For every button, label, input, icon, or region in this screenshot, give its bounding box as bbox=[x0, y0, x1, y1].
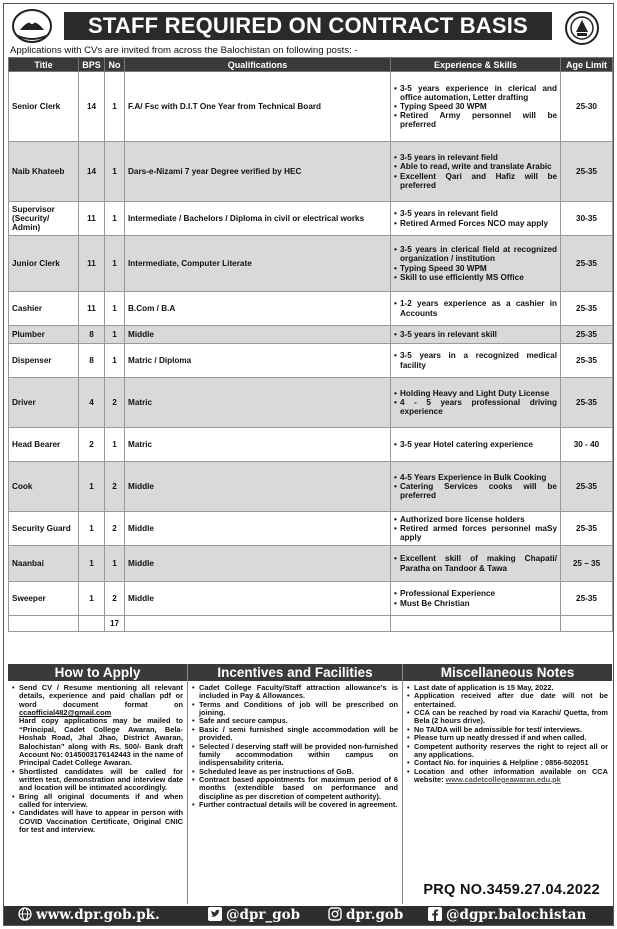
skills-cell bbox=[391, 292, 561, 326]
empty-cell bbox=[79, 616, 105, 632]
skill-item: • 3-5 years experience in clerical and office automation, Letter drafting bbox=[394, 84, 557, 102]
no-cell: 1 bbox=[105, 236, 125, 292]
skill-item: • 4-5 Years Experience in Bulk Cooking bbox=[394, 473, 557, 482]
header-bps: BPS bbox=[79, 58, 105, 72]
age-limit-cell: 25-35 bbox=[561, 326, 613, 344]
bps-cell: 1 bbox=[79, 546, 105, 582]
bps-cell: 1 bbox=[79, 582, 105, 616]
bps-cell: 11 bbox=[79, 292, 105, 326]
bps-cell: 11 bbox=[79, 236, 105, 292]
age-limit-cell: 25-30 bbox=[561, 72, 613, 142]
table-row bbox=[9, 202, 613, 236]
apply-item: • Shortlisted candidates will be called for written test, demonstration and interview date and location will be intimated accordingly. bbox=[12, 768, 183, 793]
job-title-cell: Driver bbox=[9, 378, 79, 428]
bps-cell: 14 bbox=[79, 142, 105, 202]
footer-bar bbox=[4, 906, 613, 925]
header-qualifications: Qualifications bbox=[125, 58, 391, 72]
age-limit-cell: 25-35 bbox=[561, 344, 613, 378]
qualification-cell: Matric bbox=[125, 428, 391, 462]
qualification-cell: Middle bbox=[125, 326, 391, 344]
job-title-cell: Cashier bbox=[9, 292, 79, 326]
skill-item: • Retired Armed Forces NCO may apply bbox=[394, 219, 557, 228]
job-title-cell: Naanbai bbox=[9, 546, 79, 582]
skill-item: • 3-5 years in relevant field bbox=[394, 209, 557, 218]
incentives-heading: Incentives and Facilities bbox=[188, 664, 402, 681]
incentive-item: • Contract based appointments for maximum period of 6 months (extendible based on performance and discipline as per discretion of competent authority). bbox=[192, 776, 398, 801]
skill-item: • Holding Heavy and Light Duty License bbox=[394, 389, 557, 398]
footer-facebook[interactable]: @dgpr.balochistan bbox=[428, 906, 586, 925]
globe-icon bbox=[18, 907, 32, 921]
misc-item: • Competent authority reserves the right to reject all or any applications. bbox=[407, 743, 608, 760]
skills-cell bbox=[391, 378, 561, 428]
no-cell: 2 bbox=[105, 512, 125, 546]
incentive-item: • Cadet College Faculty/Staff attraction allowance’s is included in Pay & Allowances. bbox=[192, 684, 398, 701]
no-cell: 1 bbox=[105, 326, 125, 344]
skill-item: • Catering Services cooks will be preferred bbox=[394, 482, 557, 500]
skills-cell bbox=[391, 72, 561, 142]
age-limit-cell: 25 – 35 bbox=[561, 546, 613, 582]
incentive-item: • Terms and Conditions of job will be prescribed on joining. bbox=[192, 701, 398, 718]
empty-cell bbox=[561, 616, 613, 632]
website-link[interactable]: www.cadetcollegeawaran.edu.pk bbox=[445, 774, 561, 784]
qualification-cell: Matric / Diploma bbox=[125, 344, 391, 378]
table-row bbox=[9, 378, 613, 428]
advertisement-page bbox=[3, 3, 614, 926]
qualification-cell: Intermediate, Computer Literate bbox=[125, 236, 391, 292]
qualification-cell: Middle bbox=[125, 546, 391, 582]
no-cell: 1 bbox=[105, 142, 125, 202]
misc-column bbox=[403, 664, 612, 904]
skills-cell bbox=[391, 512, 561, 546]
how-to-apply-column bbox=[8, 664, 188, 904]
no-cell: 1 bbox=[105, 292, 125, 326]
government-emblem-icon bbox=[10, 8, 54, 44]
facebook-icon bbox=[428, 907, 442, 921]
table-row bbox=[9, 142, 613, 202]
email-link[interactable]: ccaofficial482@gmail.com bbox=[19, 708, 112, 718]
table-row bbox=[9, 236, 613, 292]
skill-item: • Professional Experience bbox=[394, 589, 557, 598]
footer-twitter[interactable]: @dpr_gob bbox=[208, 906, 300, 925]
empty-cell bbox=[9, 616, 79, 632]
skill-item: • 3-5 years in a recognized medical facility bbox=[394, 351, 557, 369]
no-cell: 1 bbox=[105, 202, 125, 236]
age-limit-cell: 25-35 bbox=[561, 142, 613, 202]
job-title-cell: Naib Khateeb bbox=[9, 142, 79, 202]
table-row bbox=[9, 512, 613, 546]
job-title-cell: Plumber bbox=[9, 326, 79, 344]
skill-item: • 4 - 5 years professional driving experience bbox=[394, 398, 557, 416]
bps-cell: 4 bbox=[79, 378, 105, 428]
qualification-cell: F.A/ Fsc with D.I.T One Year from Technical Board bbox=[125, 72, 391, 142]
header-no: No bbox=[105, 58, 125, 72]
empty-cell bbox=[391, 616, 561, 632]
footer-website[interactable]: www.dpr.gob.pk. bbox=[18, 906, 160, 925]
skill-item: • Typing Speed 30 WPM bbox=[394, 264, 557, 273]
skill-item: • Typing Speed 30 WPM bbox=[394, 102, 557, 111]
skill-item: • Authorized bore license holders bbox=[394, 515, 557, 524]
skill-item: • Must Be Christian bbox=[394, 599, 557, 608]
skill-item: • Retired Army personnel will be preferred bbox=[394, 111, 557, 129]
skill-item: • Excellent skill of making Chapati/ Paratha on Tandoor & Tawa bbox=[394, 554, 557, 572]
skill-item: • Excellent Qari and Hafiz will be preferred bbox=[394, 172, 557, 190]
skills-cell bbox=[391, 546, 561, 582]
table-row bbox=[9, 428, 613, 462]
no-cell: 1 bbox=[105, 428, 125, 462]
job-title-cell: Supervisor (Security/ Admin) bbox=[9, 202, 79, 236]
qualification-cell: Middle bbox=[125, 512, 391, 546]
apply-item: • Candidates will have to appear in person with COVID Vaccination Certificate, Original CNIC for test and interview. bbox=[12, 809, 183, 834]
misc-item: • Application received after due date will not be entertained. bbox=[407, 692, 608, 709]
skills-cell bbox=[391, 344, 561, 378]
incentive-item: • Scheduled leave as per instructions of GoB. bbox=[192, 768, 398, 776]
how-to-apply-heading: How to Apply bbox=[8, 664, 187, 681]
age-limit-cell: 25-35 bbox=[561, 462, 613, 512]
job-title-cell: Head Bearer bbox=[9, 428, 79, 462]
misc-item: • Last date of application is 15 May, 2022. bbox=[407, 684, 608, 692]
no-cell: 1 bbox=[105, 546, 125, 582]
bps-cell: 8 bbox=[79, 326, 105, 344]
bps-cell: 1 bbox=[79, 512, 105, 546]
no-cell: 2 bbox=[105, 378, 125, 428]
age-limit-cell: 25-35 bbox=[561, 512, 613, 546]
qualification-cell: Matric bbox=[125, 378, 391, 428]
skill-item: • 3-5 years in relevant skill bbox=[394, 330, 557, 339]
age-limit-cell: 25-35 bbox=[561, 582, 613, 616]
bps-cell: 11 bbox=[79, 202, 105, 236]
incentive-item: • Selected / deserving staff will be provided non-furnished family accommodation within campus on indispensability criteria. bbox=[192, 743, 398, 768]
skills-cell bbox=[391, 428, 561, 462]
table-row bbox=[9, 326, 613, 344]
age-limit-cell: 25-35 bbox=[561, 236, 613, 292]
skills-cell bbox=[391, 142, 561, 202]
misc-item: • CCA can be reached by road via Karachi/ Quetta, from Bela (2 hours drive). bbox=[407, 709, 608, 726]
skills-cell bbox=[391, 236, 561, 292]
qualification-cell: Middle bbox=[125, 462, 391, 512]
table-row bbox=[9, 292, 613, 326]
misc-item: • Contact No. for inquiries & Helpline : 0856-502051 bbox=[407, 759, 608, 767]
prq-number: PRQ NO.3459.27.04.2022 bbox=[423, 882, 600, 898]
skill-item: • Able to read, write and translate Arabic bbox=[394, 162, 557, 171]
skill-item: • 3-5 year Hotel catering experience bbox=[394, 440, 557, 449]
header-age-limit: Age Limit bbox=[561, 58, 613, 72]
skill-item: • Retired armed forces personnel maSy apply bbox=[394, 524, 557, 542]
job-title-cell: Senior Clerk bbox=[9, 72, 79, 142]
bps-cell: 8 bbox=[79, 344, 105, 378]
misc-item: • No TA/DA will be admissible for test/ interviews. bbox=[407, 726, 608, 734]
age-limit-cell: 25-35 bbox=[561, 292, 613, 326]
skills-cell bbox=[391, 326, 561, 344]
misc-location: • Location and other information available on CCA website: www.cadetcollegeawaran.edu.pk bbox=[407, 768, 608, 785]
no-cell: 1 bbox=[105, 344, 125, 378]
incentive-item: • Further contractual details will be covered in agreement. bbox=[192, 801, 398, 809]
job-title-cell: Cook bbox=[9, 462, 79, 512]
footer-instagram[interactable]: dpr.gob bbox=[328, 906, 403, 925]
no-cell: 2 bbox=[105, 462, 125, 512]
skills-cell bbox=[391, 462, 561, 512]
table-row bbox=[9, 72, 613, 142]
job-title-cell: Security Guard bbox=[9, 512, 79, 546]
table-row bbox=[9, 582, 613, 616]
header-experience: Experience & Skills bbox=[391, 58, 561, 72]
header-title: Title bbox=[9, 58, 79, 72]
apply-instruction: • Send CV / Resume mentioning all relevant details, experience and paid challan pdf or word document format on ccaofficial482@gmail.com Hard copy applications may be mailed to “Principal, Cadet College Awaran, Bela-Hoshab Road, Jhal Jhao, District Awaran, Balochistan” along with Rs. 500/- Bank draft Account No: 0145003176142443 in the name of Principal Cadet College Awaran. bbox=[12, 684, 183, 768]
total-row bbox=[9, 616, 613, 632]
skill-item: • 3-5 years in clerical field at recognized organization / institution bbox=[394, 245, 557, 263]
skills-cell bbox=[391, 202, 561, 236]
qualification-cell: B.Com / B.A bbox=[125, 292, 391, 326]
apply-item: • Bring all original documents if and when called for interview. bbox=[12, 793, 183, 810]
hard-copy-text: Hard copy applications may be mailed to “Principal, Cadet College Awaran, Bela-Hoshab Road, Jhal Jhao, District Awaran, Balochistan” along with Rs. 500/- Bank draft Account No: 0145003176142443 in the name of Principal Cadet College Awaran. bbox=[19, 716, 183, 768]
bps-cell: 1 bbox=[79, 462, 105, 512]
misc-item: • Please turn up neatly dressed if and when called. bbox=[407, 734, 608, 742]
total-posts: 17 bbox=[105, 616, 125, 632]
no-cell: 2 bbox=[105, 582, 125, 616]
no-cell: 1 bbox=[105, 72, 125, 142]
college-crest-icon bbox=[564, 10, 600, 46]
intro-text: Applications with CVs are invited from across the Balochistan on following posts: - bbox=[10, 45, 358, 56]
qualification-cell: Intermediate / Bachelors / Diploma in civil or electrical works bbox=[125, 202, 391, 236]
twitter-icon bbox=[208, 907, 222, 921]
skill-item: • Skill to use efficiently MS Office bbox=[394, 273, 557, 282]
skill-item: • 3-5 years in relevant field bbox=[394, 153, 557, 162]
skill-item: • 1-2 years experience as a cashier in Accounts bbox=[394, 299, 557, 317]
table-header-row bbox=[9, 58, 613, 72]
bps-cell: 2 bbox=[79, 428, 105, 462]
qualification-cell: Middle bbox=[125, 582, 391, 616]
page-title: STAFF REQUIRED ON CONTRACT BASIS bbox=[64, 12, 552, 40]
info-section bbox=[8, 664, 612, 904]
instagram-icon bbox=[328, 907, 342, 921]
age-limit-cell: 30 - 40 bbox=[561, 428, 613, 462]
empty-cell bbox=[125, 616, 391, 632]
incentive-item: • Basic / semi furnished single accommodation will be provided. bbox=[192, 726, 398, 743]
job-title-cell: Junior Clerk bbox=[9, 236, 79, 292]
misc-heading: Miscellaneous Notes bbox=[403, 664, 612, 681]
table-row bbox=[9, 462, 613, 512]
table-row bbox=[9, 546, 613, 582]
age-limit-cell: 30-35 bbox=[561, 202, 613, 236]
skills-cell bbox=[391, 582, 561, 616]
qualification-cell: Dars-e-Nizami 7 year Degree verified by HEC bbox=[125, 142, 391, 202]
age-limit-cell: 25-35 bbox=[561, 378, 613, 428]
job-title-cell: Dispenser bbox=[9, 344, 79, 378]
incentive-item: • Safe and secure campus. bbox=[192, 717, 398, 725]
bps-cell: 14 bbox=[79, 72, 105, 142]
job-title-cell: Sweeper bbox=[9, 582, 79, 616]
incentives-column bbox=[188, 664, 403, 904]
table-row bbox=[9, 344, 613, 378]
jobs-table bbox=[8, 57, 613, 632]
